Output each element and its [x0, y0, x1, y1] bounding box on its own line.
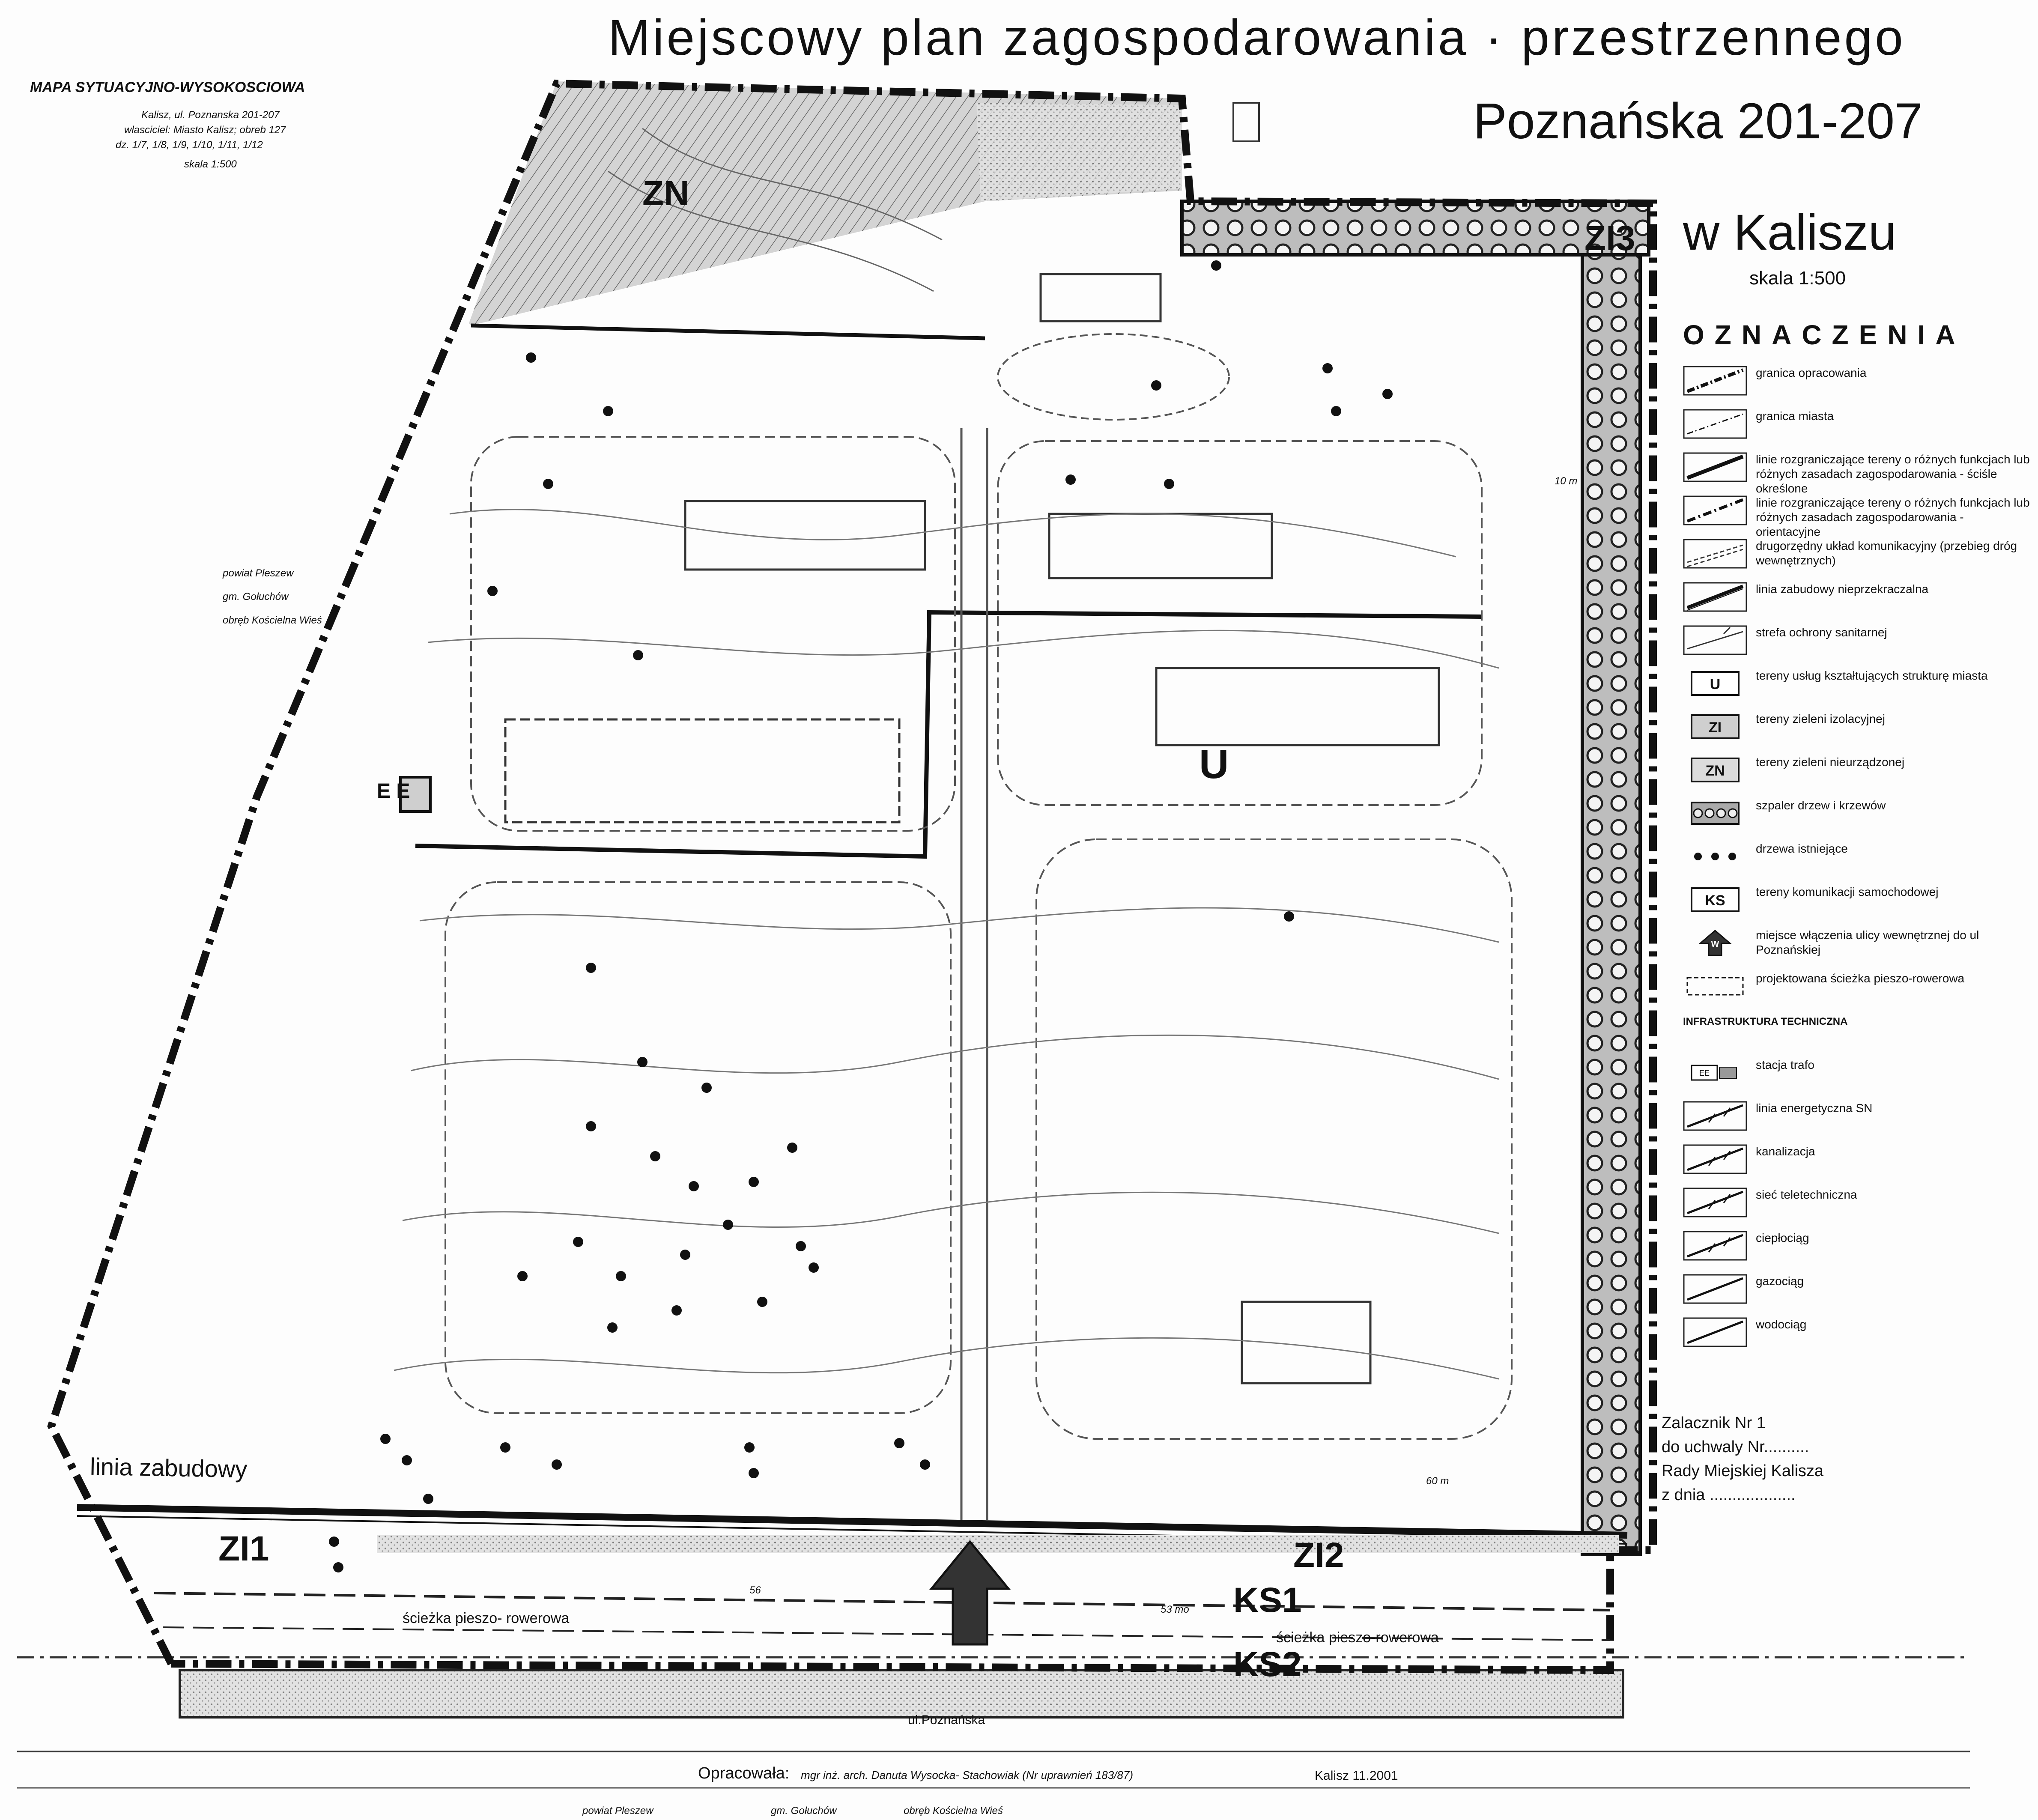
svg-text:ZI: ZI — [1708, 719, 1722, 736]
legend-item-label: INFRASTRUKTURA TECHNICZNA — [1683, 1016, 1848, 1027]
site-boundary — [51, 84, 1653, 1670]
attachment-line4: z dnia ................... — [1662, 1486, 1796, 1504]
zone-label-ks2: KS2 — [1233, 1645, 1302, 1684]
legend-item — [1683, 1099, 2034, 1140]
zn-internal-boundary — [471, 325, 985, 338]
boundary-dashdot-icon — [1683, 366, 1747, 396]
building-line — [77, 1507, 1627, 1535]
legend-item — [1683, 364, 2034, 405]
box-ks-icon — [1683, 885, 1747, 915]
legend-item-label: sieć teletechniczna — [1756, 1188, 1857, 1201]
map-info-line1: Kalisz, ul. Poznanska 201-207 — [141, 109, 280, 121]
label-powiat: powiat Pleszew — [223, 567, 294, 579]
legend-item-label: wodociąg — [1756, 1318, 1807, 1331]
box-zi-icon — [1683, 712, 1747, 742]
infra-heat-icon — [1683, 1231, 1747, 1261]
city-boundary-icon — [1683, 409, 1747, 439]
legend-item-label: miejsce włączenia ulicy wewnętrznej do ul Poznańskiej — [1756, 928, 1979, 956]
footer-prepared-label: Opracowała: — [698, 1764, 790, 1782]
label-dist-53: 53 mo — [1161, 1604, 1189, 1615]
legend-item — [1683, 624, 2034, 665]
legend-item — [1683, 494, 2034, 538]
zone-label-ee: E E — [377, 780, 410, 803]
svg-text:W: W — [1711, 940, 1719, 949]
building-top — [1233, 103, 1259, 141]
infra-gas-icon — [1683, 1274, 1747, 1304]
legend-item-label: drugorzędny układ komunikacyjny (przebieg dróg wewnętrznych) — [1756, 539, 2017, 567]
plan-city: w Kaliszu — [1683, 204, 1897, 261]
path-dashed-icon — [1683, 971, 1747, 1001]
label-bike-path-2: ścieżka pieszo-rowerowa — [1276, 1629, 1439, 1646]
footer-gmina: gm. Gołuchów — [771, 1805, 837, 1817]
legend-item-label: granica opracowania — [1756, 366, 1867, 379]
legend-heading: OZNACZENIA — [1683, 319, 1966, 350]
legend-item — [1683, 710, 2034, 751]
legend-item-label: gazociąg — [1756, 1274, 1804, 1288]
building-east — [1156, 668, 1439, 745]
legend-item-label: drzewa istniejące — [1756, 842, 1848, 855]
box-u-icon — [1683, 668, 1747, 698]
building-north-west — [685, 501, 925, 570]
infra-sewer-icon — [1683, 1144, 1747, 1174]
attachment-line3: Rady Miejskiej Kalisza — [1662, 1462, 1824, 1480]
zone-label-zn: ZN — [642, 174, 689, 213]
legend-item — [1683, 580, 2034, 621]
legend-item — [1683, 1013, 2034, 1054]
attachment-line1: Zalacznik Nr 1 — [1662, 1414, 1766, 1432]
plan-address: Poznańska 201-207 — [1473, 93, 1923, 149]
map-info-scale: skala 1:500 — [184, 158, 237, 170]
svg-text:ZN: ZN — [1705, 763, 1725, 779]
building-west — [505, 719, 899, 822]
label-gmina: gm. Gołuchów — [223, 591, 289, 603]
zone-label-u: U — [1199, 741, 1229, 787]
map-info-heading: MAPA SYTUACYJNO-WYSOKOSCIOWA — [30, 79, 305, 95]
legend-item — [1683, 753, 2034, 794]
line-thick-icon — [1683, 452, 1747, 482]
legend-item-label: szpaler drzew i krzewów — [1756, 799, 1886, 812]
dots-icon — [1683, 841, 1747, 871]
legend-item-label: linia energetyczna SN — [1756, 1101, 1873, 1115]
legend-item — [1683, 883, 2034, 924]
infra-tele-icon — [1683, 1187, 1747, 1217]
label-dist-60: 60 m — [1426, 1475, 1449, 1487]
legend-item-label: linie rozgraniczające tereny o różnych funkcjach lub różnych zasadach zagospodarowania - orientacyjne — [1756, 496, 2030, 538]
legend-item-label: stacja trafo — [1756, 1058, 1814, 1071]
secondary-roads-icon — [1683, 539, 1747, 569]
footer-obreb: obręb Kościelna Wieś — [904, 1805, 1003, 1817]
legend-item — [1683, 451, 2034, 495]
legend-item — [1683, 667, 2034, 708]
label-obreb: obręb Kościelna Wieś — [223, 615, 322, 626]
label-10m: 10 m — [1555, 475, 1578, 487]
legend-item — [1683, 840, 2034, 881]
building-north — [1041, 274, 1161, 321]
tree-row-icon — [1683, 798, 1747, 828]
plan-title: Miejscowy plan zagospodarowania · przestrzennego — [608, 9, 1906, 66]
infra-energy-icon — [1683, 1101, 1747, 1131]
zone-label-zi1: ZI1 — [218, 1529, 269, 1568]
legend-item-label: ciepłociąg — [1756, 1231, 1809, 1244]
map-info-line2: wlasciciel: Miasto Kalisz; obreb 127 — [124, 124, 286, 136]
legend-item — [1683, 1056, 2034, 1097]
zi2-tree-row — [377, 1535, 1619, 1553]
legend-item — [1683, 1316, 2034, 1357]
box-zn-icon — [1683, 755, 1747, 785]
u-zone-boundary — [415, 612, 1482, 856]
legend-item — [1683, 926, 2034, 967]
legend-item — [1683, 1186, 2034, 1227]
footer-powiat: powiat Pleszew — [582, 1805, 653, 1817]
legend-item — [1683, 797, 2034, 838]
legend-item — [1683, 970, 2034, 1011]
building-line-icon — [1683, 582, 1747, 612]
svg-text:KS: KS — [1705, 892, 1725, 909]
label-building-line: linia zabudowy — [90, 1453, 248, 1483]
legend-item — [1683, 537, 2034, 578]
footer-author: mgr inż. arch. Danuta Wysocka- Stachowiak (Nr uprawnień 183/87) — [801, 1769, 1133, 1781]
label-street: ul.Poznańska — [908, 1713, 985, 1727]
zone-label-ks1: KS1 — [1233, 1581, 1302, 1620]
trafo-icon — [1683, 1058, 1747, 1088]
legend-item-label: tereny usług kształtujących strukturę miasta — [1756, 669, 1988, 682]
zone-label-zi3: ZI3 — [1584, 219, 1635, 258]
svg-text:U: U — [1710, 676, 1721, 692]
legend-item-label: strefa ochrony sanitarnej — [1756, 626, 1887, 639]
legend-item-label: linie rozgraniczające tereny o różnych funkcjach lub różnych zasadach zagospodarowania - ściśle określone — [1756, 453, 2030, 495]
legend-item — [1683, 407, 2034, 448]
infra-water-icon — [1683, 1317, 1747, 1347]
line-dashdot-icon — [1683, 495, 1747, 525]
legend-item-label: tereny zieleni izolacyjnej — [1756, 712, 1885, 725]
label-bike-path-1: ścieżka pieszo- rowerowa — [403, 1610, 570, 1626]
legend-item-label: tereny zieleni nieurządzonej — [1756, 755, 1905, 769]
entry-arrow-w — [931, 1542, 1009, 1644]
legend-item — [1683, 1143, 2034, 1184]
building-north-east — [1049, 514, 1272, 578]
arrow-w-icon — [1683, 928, 1747, 958]
legend-item — [1683, 1229, 2034, 1270]
zi3-tree-row-top — [1182, 201, 1649, 255]
footer-place-date: Kalisz 11.2001 — [1315, 1769, 1398, 1783]
attachment-block — [1662, 1411, 1823, 1507]
legend-item-label: linia zabudowy nieprzekraczalna — [1756, 582, 1929, 596]
legend-item-label: tereny komunikacji samochodowej — [1756, 885, 1939, 898]
street-band — [180, 1670, 1623, 1717]
map-info-line3: dz. 1/7, 1/8, 1/9, 1/10, 1/11, 1/12 — [116, 139, 263, 151]
legend-item — [1683, 1272, 2034, 1313]
legend-item-label: kanalizacja — [1756, 1145, 1815, 1158]
label-num-56: 56 — [749, 1584, 761, 1596]
sanitary-zone-icon — [1683, 625, 1747, 655]
legend-item-label: granica miasta — [1756, 409, 1834, 423]
plan-scale: skala 1:500 — [1749, 268, 1846, 289]
zone-label-zi2: ZI2 — [1293, 1536, 1344, 1575]
zn-zone-stipple — [976, 103, 1182, 201]
svg-text:EE: EE — [1699, 1069, 1710, 1077]
zi3-tree-row-right — [1582, 255, 1640, 1554]
existing-trees — [329, 260, 1393, 1572]
attachment-line2: do uchwaly Nr.......... — [1662, 1438, 1809, 1456]
legend-item-label: projektowana ścieżka pieszo-rowerowa — [1756, 972, 1965, 985]
